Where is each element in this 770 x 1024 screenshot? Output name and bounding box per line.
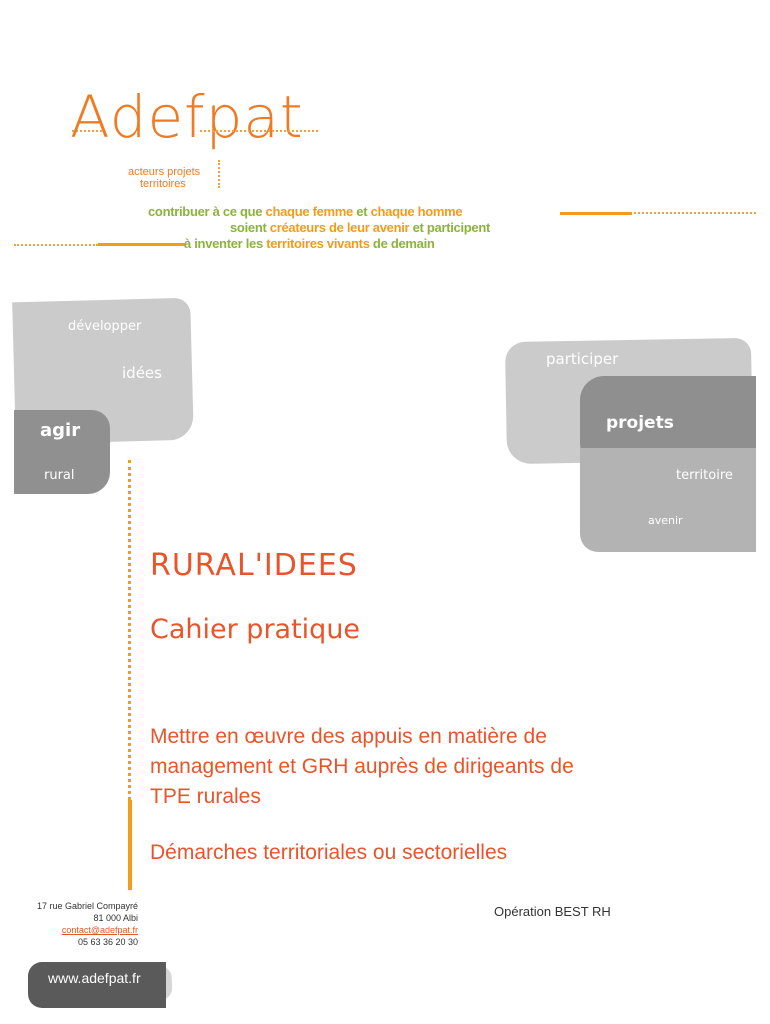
- keyword-idees: idées: [122, 364, 162, 382]
- keyword-agir: agir: [40, 420, 81, 441]
- keyword-avenir: avenir: [648, 514, 683, 527]
- blob-right-bottom: [580, 448, 756, 552]
- logo-dotted-line-right: [200, 130, 318, 132]
- keyword-territoire: territoire: [676, 468, 733, 483]
- slogan-seg: créateurs de leur avenir: [269, 220, 410, 235]
- logo-vertical-dots: [218, 160, 220, 188]
- logo-tagline-line1: acteurs projets: [128, 166, 201, 178]
- logo-wordmark: Adefpat: [70, 83, 304, 151]
- document-title: RURAL'IDEES: [150, 548, 358, 583]
- slogan-line-2: [230, 219, 490, 236]
- slogan-seg: soient: [230, 220, 270, 235]
- slogan-seg: chaque homme: [370, 204, 463, 219]
- address-email[interactable]: contact@adefpat.fr: [61, 925, 138, 935]
- slogan-line-right-dotted: [634, 212, 756, 214]
- slogan-line-left-dotted: [14, 244, 98, 246]
- address-street: 17 rue Gabriel Compayré: [36, 901, 138, 911]
- operation-label: Opération BEST RH: [494, 904, 611, 919]
- document-description: Mettre en œuvre des appuis en matière de management et GRH auprès de dirigeants de TPE rurales: [150, 725, 574, 808]
- address-block: [37, 900, 138, 948]
- keyword-developper: développer: [68, 319, 142, 334]
- slogan-seg: et participent: [409, 220, 491, 235]
- slogan-line-3: [184, 235, 435, 252]
- document-description-2: Démarches territoriales ou sectorielles: [150, 841, 508, 864]
- document-subtitle: Cahier pratique: [150, 614, 361, 645]
- slogan-seg: de demain: [369, 236, 435, 251]
- slogan-seg: contribuer à ce que: [148, 204, 266, 219]
- vertical-dotted-line: [128, 460, 131, 800]
- slogan-line-left-solid: [98, 243, 186, 246]
- slogan-line-1: [148, 203, 462, 220]
- slogan-line-right-solid: [560, 212, 632, 215]
- slogan-seg: à inventer les: [184, 236, 267, 251]
- vertical-solid-line: [128, 800, 132, 890]
- slogan-seg: territoires vivants: [266, 236, 370, 251]
- keyword-rural: rural: [44, 468, 75, 483]
- keyword-projets: projets: [606, 413, 674, 433]
- logo-tagline-line2: territoires: [140, 178, 186, 190]
- website-link[interactable]: www.adefpat.fr: [28, 962, 166, 1008]
- logo-tagline: [128, 166, 200, 190]
- keyword-participer: participer: [546, 350, 619, 368]
- slogan-seg: chaque femme: [265, 204, 353, 219]
- slogan-seg: et: [352, 204, 371, 219]
- address-city: 81 000 Albi: [93, 913, 138, 923]
- address-phone: 05 63 36 20 30: [77, 937, 138, 947]
